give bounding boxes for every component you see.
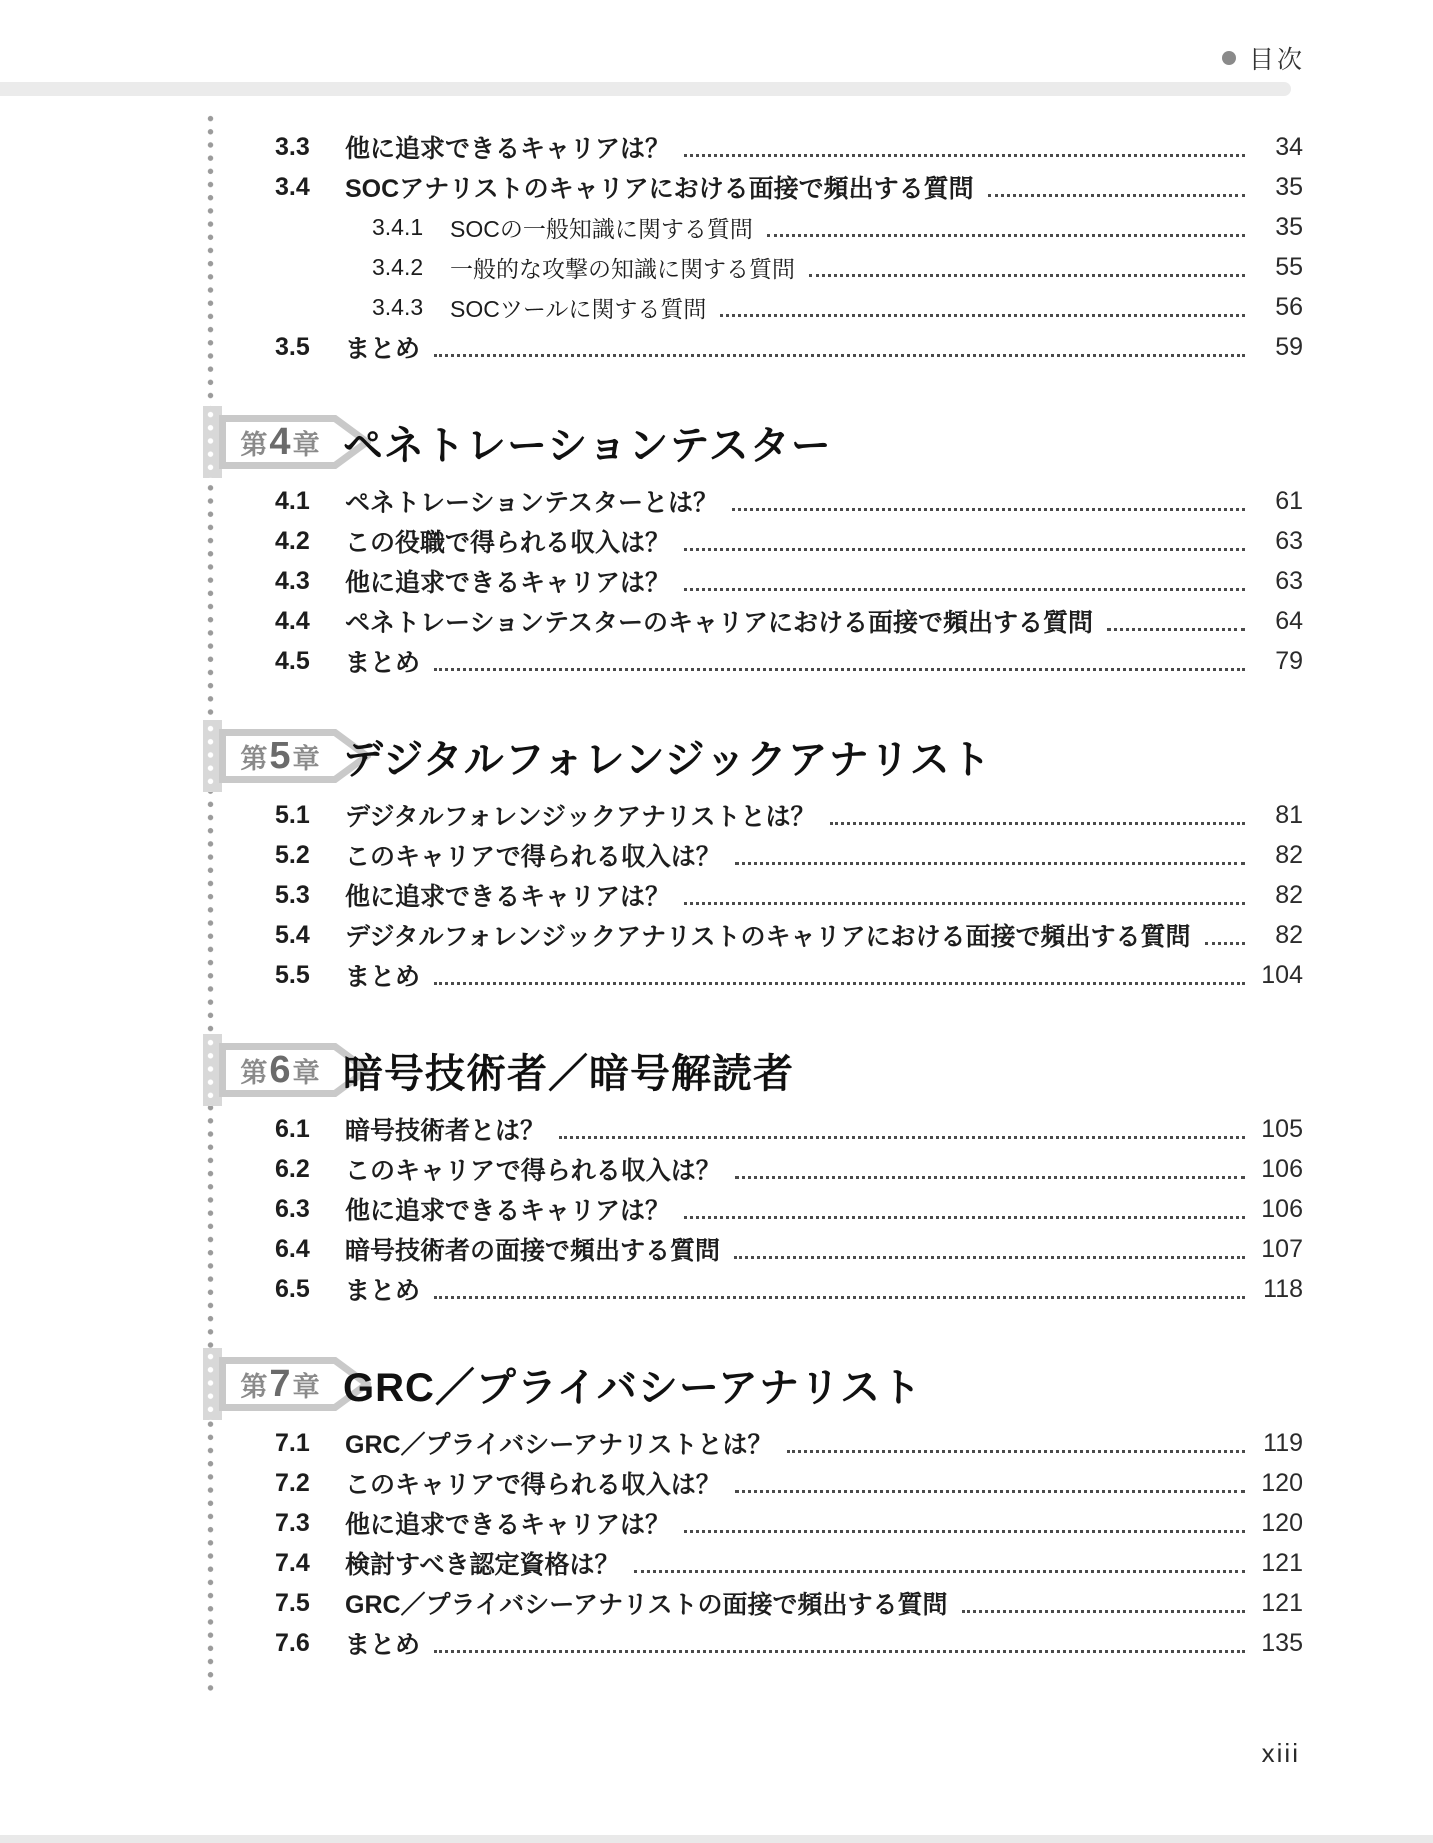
chapter-badge-prefix: 第 [240,1371,268,1402]
dot-leader [634,1570,1245,1573]
chapter-number: 6 [269,1049,291,1091]
dot-leader [767,234,1245,237]
toc-section-6 [0,1031,1433,1309]
entry-number: 7.2 [275,1468,310,1497]
toc-entry-row[interactable] [0,287,1433,327]
entry-number: 5.2 [275,840,310,869]
entry-title: SOCの一般知識に関する質問 [450,215,753,242]
entry-title: このキャリアで得られる収入は？ [345,1471,721,1499]
toc-entry-row[interactable] [0,247,1433,287]
dot-leader [434,668,1245,671]
chapter-badge-suffix: 章 [292,429,320,460]
dot-leader [735,1490,1245,1493]
entry-page-number: 59 [1275,332,1303,361]
entry-number: 4.1 [275,486,310,515]
entry-number: 6.1 [275,1114,310,1143]
entry-number: 7.4 [275,1548,310,1577]
entry-number: 3.4.1 [372,213,424,240]
entry-page-number: 56 [1275,292,1303,321]
entry-page-number: 120 [1261,1508,1303,1537]
entry-title: まとめ [345,335,421,363]
toc-entry-row[interactable] [0,1503,1433,1543]
chapter-heading[interactable] [0,403,1433,481]
page-number-footer: xiii [1261,1738,1300,1768]
entry-title: まとめ [345,963,421,991]
entry-title: まとめ [345,1631,421,1659]
chapter-number: 5 [269,735,291,777]
entry-number: 7.5 [275,1588,310,1617]
entry-page-number: 64 [1275,606,1303,635]
entry-page-number: 82 [1275,840,1303,869]
dot-leader [735,862,1245,865]
entry-number: 5.1 [275,800,310,829]
entry-page-number: 81 [1275,800,1303,829]
entry-title: 他に追求できるキャリアは？ [345,569,671,597]
entry-number: 4.2 [275,526,310,555]
entry-number: 6.4 [275,1234,310,1263]
toc-entry-row[interactable] [0,167,1433,207]
entry-number: 5.3 [275,880,310,909]
toc-entry-row[interactable] [0,207,1433,247]
chapter-heading[interactable] [0,1031,1433,1109]
entry-number: 4.3 [275,566,310,595]
dot-leader [830,822,1245,825]
entry-title: デジタルフォレンジックアナリストのキャリアにおける面接で頻出する質問 [345,923,1191,951]
entry-number: 3.4.2 [372,253,424,280]
entry-title: まとめ [345,649,421,677]
toc-entry-row[interactable] [0,1229,1433,1269]
entry-number: 5.5 [275,960,310,989]
entry-number: 7.1 [275,1428,310,1457]
toc-entry-row[interactable] [0,1189,1433,1229]
toc-entry-row[interactable] [0,1543,1433,1583]
toc-entry-row[interactable] [0,1423,1433,1463]
entry-page-number: 135 [1261,1628,1303,1657]
entry-page-number: 120 [1261,1468,1303,1497]
toc-entry-row[interactable] [0,1109,1433,1149]
chapter-badge-prefix: 第 [240,743,268,774]
chapter-number: 4 [269,421,291,463]
dot-leader [962,1610,1245,1613]
dot-leader [735,1176,1245,1179]
entry-title: 暗号技術者の面接で頻出する質問 [345,1237,721,1265]
toc-entry-row[interactable] [0,1463,1433,1503]
entry-title: 他に追求できるキャリアは？ [345,883,671,911]
entry-title: ペネトレーションテスターのキャリアにおける面接で頻出する質問 [345,609,1094,637]
entry-title: SOCツールに関する質問 [450,295,707,322]
dot-leader [559,1136,1245,1139]
chapter-badge-suffix: 章 [292,743,320,774]
toc-entry-row[interactable] [0,127,1433,167]
entry-page-number: 107 [1261,1234,1303,1263]
entry-title: このキャリアで得られる収入は？ [345,843,721,871]
entry-title: ペネトレーションテスターとは？ [345,489,719,517]
entry-number: 6.5 [275,1274,310,1303]
entry-title: まとめ [345,1277,421,1305]
dot-leader [684,1216,1245,1219]
entry-number: 3.5 [275,332,310,361]
entry-page-number: 82 [1275,880,1303,909]
toc-entry-row[interactable] [0,481,1433,521]
dot-leader [434,982,1245,985]
toc-entry-row[interactable] [0,601,1433,641]
dot-leader [684,1530,1245,1533]
chapter-title: デジタルフォレンジックアナリスト [343,737,992,782]
entry-page-number: 35 [1275,212,1303,241]
toc-entry-row[interactable] [0,521,1433,561]
chapter-title: 暗号技術者／暗号解読者 [343,1051,794,1096]
entry-number: 7.6 [275,1628,310,1657]
entry-page-number: 63 [1275,526,1303,555]
chapter-heading[interactable] [0,1345,1433,1423]
entry-page-number: 106 [1261,1154,1303,1183]
toc-entry-row[interactable] [0,1583,1433,1623]
dot-leader [684,588,1245,591]
chapter-badge-suffix: 章 [292,1371,320,1402]
header-title: 目次 [1248,46,1305,74]
chapter-heading[interactable] [0,717,1433,795]
chapter-badge-prefix: 第 [240,429,268,460]
entry-number: 7.3 [275,1508,310,1537]
entry-title: 他に追求できるキャリアは？ [345,135,671,163]
entry-page-number: 106 [1261,1194,1303,1223]
dot-leader [988,194,1245,197]
toc-entry-row[interactable] [0,327,1433,367]
entry-page-number: 105 [1261,1114,1303,1143]
dot-leader [684,548,1245,551]
bottom-rule [0,1835,1433,1843]
entry-title: 検討すべき認定資格は？ [345,1551,620,1579]
dot-leader [809,274,1245,277]
toc-entry-row[interactable] [0,641,1433,681]
entry-title: GRC／プライバシーアナリストの面接で頻出する質問 [345,1591,948,1619]
entry-number: 6.3 [275,1194,310,1223]
chapter-title: ペネトレーションテスター [343,423,832,468]
entry-page-number: 104 [1261,960,1303,989]
dot-leader [787,1450,1245,1453]
entry-title: 一般的な攻撃の知識に関する質問 [450,255,795,282]
dot-leader [434,1650,1245,1653]
chapter-badge-prefix: 第 [240,1057,268,1088]
entry-title: GRC／プライバシーアナリストとは？ [345,1431,773,1459]
entry-number: 3.4 [275,172,310,201]
entry-page-number: 82 [1275,920,1303,949]
entry-page-number: 121 [1261,1548,1303,1577]
entry-title: このキャリアで得られる収入は？ [345,1157,721,1185]
toc-section-4 [0,403,1433,681]
toc-entry-row[interactable] [0,1269,1433,1309]
dot-leader [720,314,1245,317]
dot-leader [434,1296,1245,1299]
entry-title: 暗号技術者とは？ [345,1117,546,1145]
entry-page-number: 119 [1263,1428,1303,1457]
entry-page-number: 34 [1275,132,1303,161]
entry-title: 他に追求できるキャリアは？ [345,1197,671,1225]
toc-entry-row[interactable] [0,955,1433,995]
toc-section-3 [0,127,1433,367]
toc-entry-row[interactable] [0,795,1433,835]
entry-number: 4.4 [275,606,310,635]
toc-section-5 [0,717,1433,995]
entry-number: 3.4.3 [372,293,424,320]
dot-leader [684,154,1245,157]
toc-entry-row[interactable] [0,875,1433,915]
dot-leader [734,1256,1245,1259]
dot-leader [684,902,1245,905]
entry-title: この役職で得られる収入は？ [345,529,671,557]
chapter-title: GRC／プライバシーアナリスト [343,1365,923,1410]
entry-page-number: 118 [1263,1274,1303,1303]
entry-title: デジタルフォレンジックアナリストとは？ [345,803,816,831]
entry-number: 5.4 [275,920,310,949]
entry-number: 3.3 [275,132,310,161]
entry-page-number: 121 [1261,1588,1303,1617]
dot-leader [1107,628,1245,631]
dot-leader [1205,942,1245,945]
entry-page-number: 63 [1275,566,1303,595]
dot-leader [732,508,1245,511]
entry-page-number: 35 [1275,172,1303,201]
entry-number: 6.2 [275,1154,310,1183]
entry-title: 他に追求できるキャリアは？ [345,1511,671,1539]
entry-title: SOCアナリストのキャリアにおける面接で頻出する質問 [345,175,974,203]
entry-page-number: 55 [1275,252,1303,281]
toc-entry-row[interactable] [0,561,1433,601]
entry-page-number: 61 [1275,486,1303,515]
entry-number: 4.5 [275,646,310,675]
chapter-number: 7 [269,1363,291,1405]
toc-section-7 [0,1345,1433,1663]
toc-entry-row[interactable] [0,1623,1433,1663]
chapter-badge-suffix: 章 [292,1057,320,1088]
toc-entry-row[interactable] [0,1149,1433,1189]
toc-entry-row[interactable] [0,915,1433,955]
toc-entry-row[interactable] [0,835,1433,875]
dot-leader [434,354,1245,357]
entry-page-number: 79 [1275,646,1303,675]
